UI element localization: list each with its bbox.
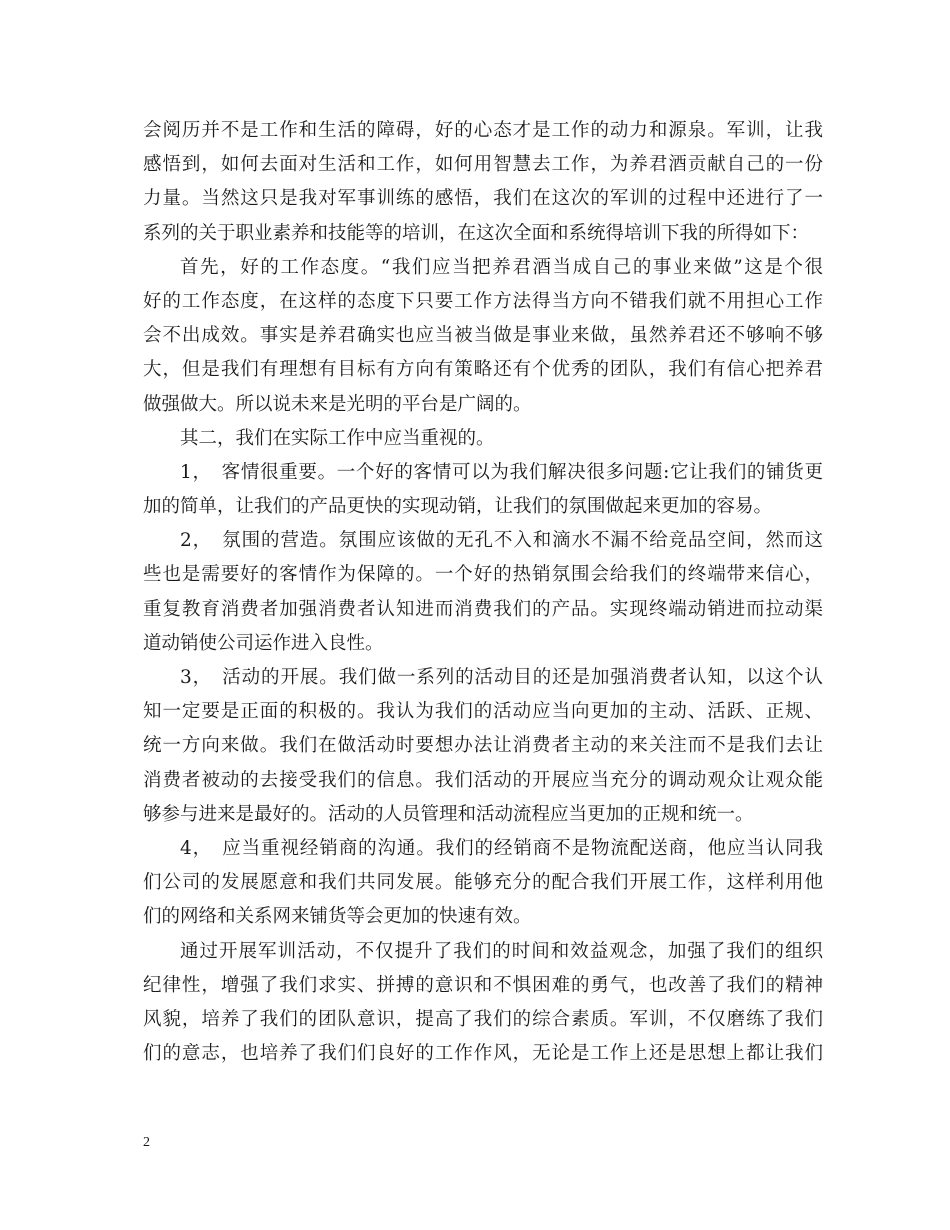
text-line: 通过开展军训活动，不仅提升了我们的时间和效益观念，加强了我们的组织: [180, 940, 823, 962]
text-line: 些也是需要好的客情作为保障的。一个好的热销氛围会给我们的终端带来信心，: [143, 564, 823, 586]
text-line: 加的简单，让我们的产品更快的实现动销，让我们的氛围做起来更加的容易。: [143, 496, 773, 518]
text-line: 风貌，培养了我们的团队意识，提高了我们的综合素质。军训，不仅磨练了我们: [143, 1008, 823, 1030]
text-line: 们的意志，也培养了我们们良好的工作作风，无论是工作上还是思想上都让我们: [143, 1043, 823, 1065]
text-line: 系列的关于职业素养和技能等的培训，在这次全面和系统得培训下我的所得如下：: [143, 222, 810, 244]
text-line: 会阅历并不是工作和生活的障碍，好的心态才是工作的动力和源泉。军训，让我: [143, 120, 823, 141]
text-line: 感悟到，如何去面对生活和工作，如何用智慧去工作，为养君酒贡献自己的一份: [143, 154, 823, 176]
text-line: 消费者被动的去接受我们的信息。我们活动的开展应当充分的调动观众让观众能: [143, 769, 823, 791]
text-line: 1， 客情很重要。一个好的客情可以为我们解决很多问题:它让我们的铺货更: [180, 461, 823, 483]
text-line: 3， 活动的开展。我们做一系列的活动目的还是加强消费者认知，以这个认: [180, 667, 823, 688]
text-line: 道动销使公司运作进入良性。: [143, 632, 384, 654]
text-line: 够参与进来是最好的。活动的人员管理和活动流程应当更加的正规和统一。: [143, 803, 754, 825]
text-line: 统一方向来做。我们在做活动时要想办法让消费者主动的来关注而不是我们去让: [143, 735, 823, 757]
text-line: 2， 氛围的营造。氛围应该做的无孔不入和滴水不漏不给竞品空间，然而这: [180, 530, 823, 552]
text-line: 们公司的发展愿意和我们共同发展。能够充分的配合我们开展工作，这样利用他: [143, 872, 823, 894]
text-line: 重复教育消费者加强消费者认知进而消费我们的产品。实现终端动销进而拉动渠: [143, 598, 823, 620]
body-text: [143, 114, 823, 1071]
text-line: 知一定要是正面的积极的。我认为我们的活动应当向更加的主动、活跃、正规、: [143, 701, 823, 723]
text-line: 力量。当然这只是我对军事训练的感悟，我们在这次的军训的过程中还进行了一: [143, 188, 823, 210]
text-line: 会不出成效。事实是养君确实也应当被当做是事业来做，虽然养君还不够响不够: [143, 325, 823, 347]
text-line: 首先，好的工作态度。“我们应当把养君酒当成自己的事业来做”这是个很: [180, 256, 823, 278]
text-line: 大，但是我们有理想有目标有方向有策略还有个优秀的团队，我们有信心把养君: [143, 359, 823, 381]
text-line: 纪律性，增强了我们求实、拼搏的意识和不惧困难的勇气，也改善了我们的精神: [143, 974, 823, 996]
text-line: 们的网络和关系网来铺货等会更加的快速有效。: [143, 906, 532, 928]
text-line: 其二，我们在实际工作中应当重视的。: [180, 427, 495, 449]
page-number: 2: [143, 1135, 150, 1150]
text-line: 做强做大。所以说未来是光明的平台是广阔的。: [143, 393, 532, 415]
text-line: 4， 应当重视经销商的沟通。我们的经销商不是物流配送商，他应当认同我: [180, 837, 823, 859]
text-line: 好的工作态度，在这样的态度下只要工作方法得当方向不错我们就不用担心工作: [143, 290, 823, 312]
